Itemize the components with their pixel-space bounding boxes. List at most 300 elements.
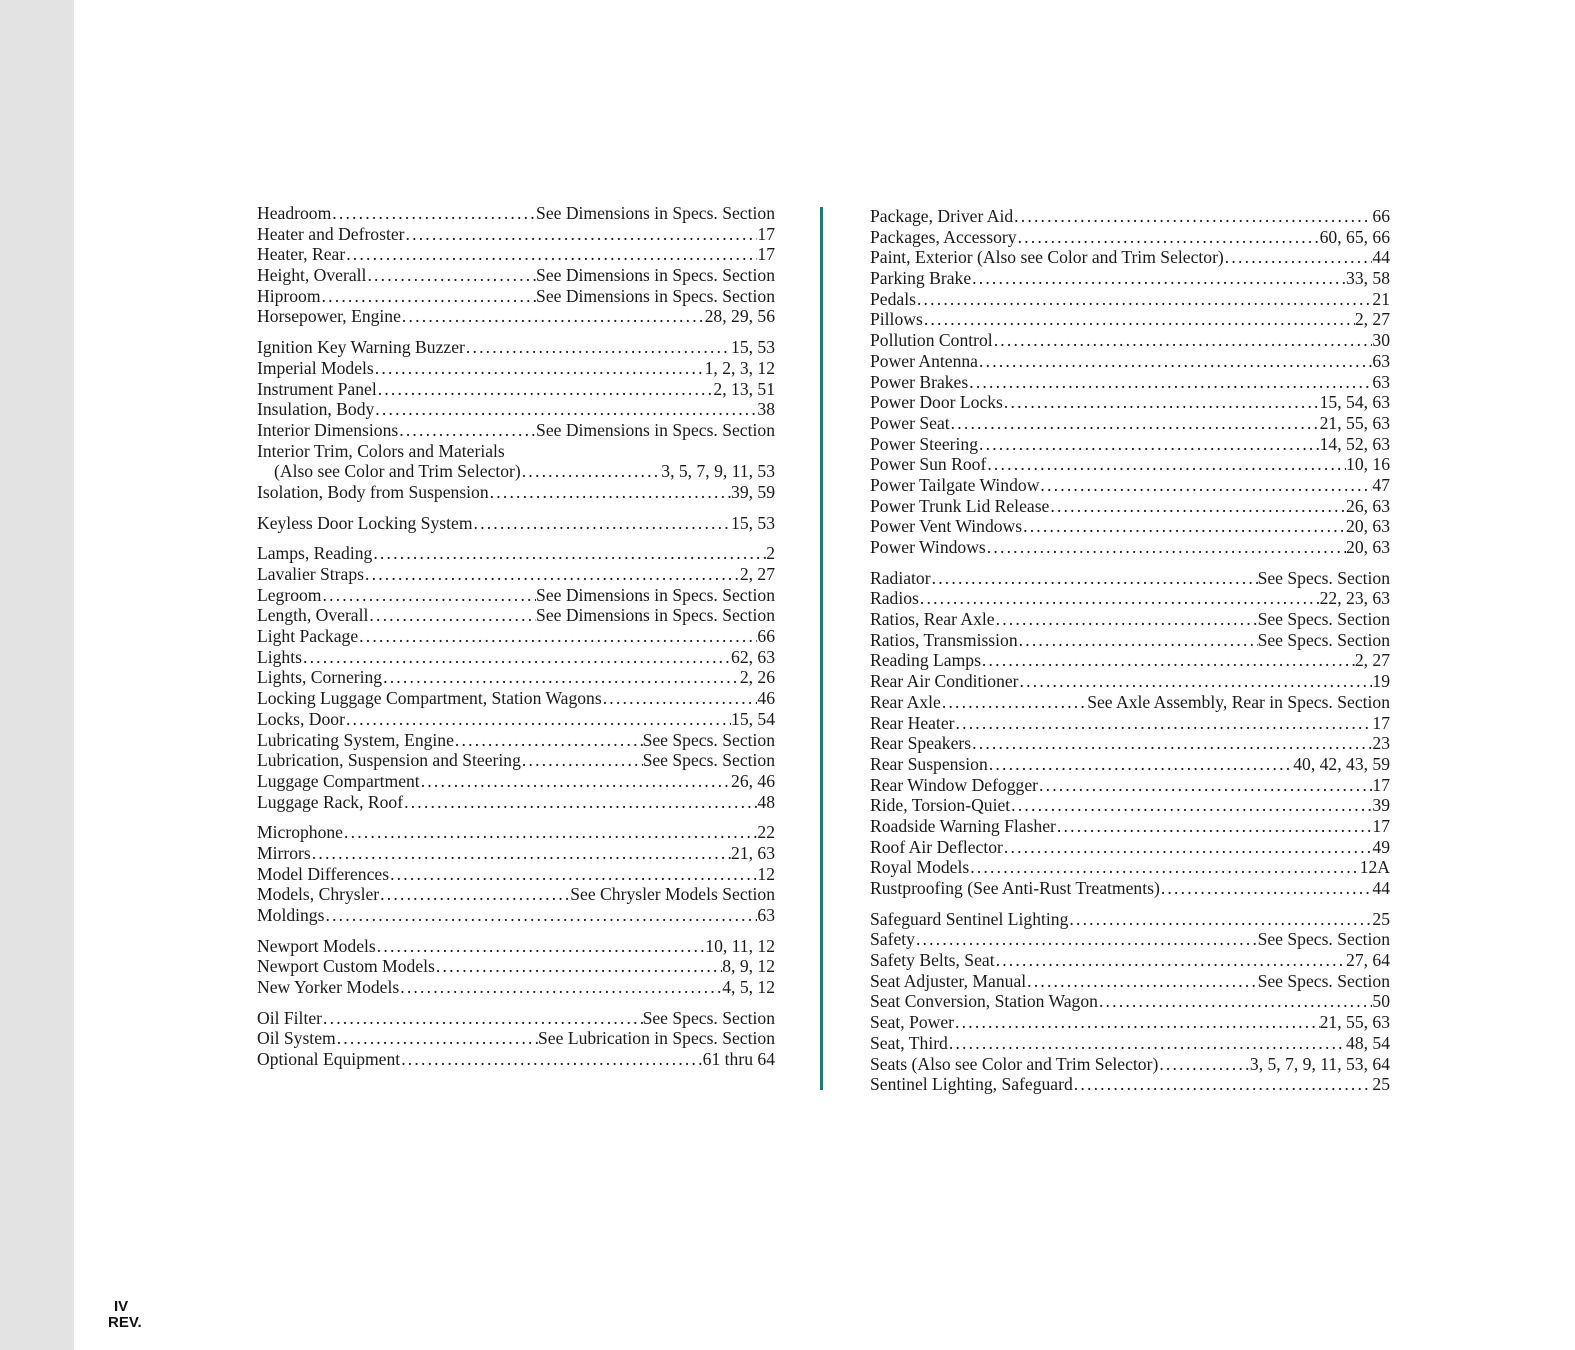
index-group — [257, 203, 775, 327]
dot-leader — [1073, 1074, 1373, 1095]
index-entry — [870, 454, 1390, 475]
index-page-ref: See Specs. Section — [642, 1007, 775, 1028]
dot-leader — [1019, 671, 1373, 692]
dot-leader — [1010, 795, 1372, 816]
dot-leader — [1098, 991, 1372, 1012]
index-entry — [257, 1049, 775, 1070]
dot-leader — [399, 977, 722, 998]
index-entry — [257, 956, 775, 977]
dot-leader — [602, 688, 758, 709]
index-page-ref: 17 — [1372, 815, 1390, 836]
dot-leader — [376, 936, 706, 957]
index-term: Radiator — [870, 567, 931, 588]
index-entry — [870, 309, 1390, 330]
index-page-ref: 26, 63 — [1346, 495, 1390, 516]
index-entry — [257, 306, 775, 327]
index-term: Power Door Locks — [870, 392, 1003, 413]
revision-mark: REV. — [108, 1314, 142, 1331]
index-term: Insulation, Body — [257, 399, 375, 420]
index-term: New Yorker Models — [257, 977, 400, 998]
index-page-ref: 17 — [1372, 774, 1390, 795]
index-page-ref: 63 — [757, 905, 775, 925]
index-term: Heater and Defroster — [257, 223, 405, 244]
index-entry — [870, 692, 1390, 713]
index-term: Length, Overall — [257, 605, 369, 626]
page-margin-strip — [0, 0, 74, 1350]
dot-leader — [521, 461, 662, 482]
index-entry — [870, 795, 1390, 816]
index-term: Lights — [257, 646, 302, 667]
index-term: Keyless Door Locking System — [257, 512, 473, 533]
index-term: Interior Trim, Colors and Materials — [257, 440, 505, 461]
index-page-ref: See Dimensions in Specs. Section — [536, 419, 775, 440]
index-term: Height, Overall — [257, 265, 367, 286]
index-entry — [257, 647, 775, 668]
index-term: Ignition Key Warning Buzzer — [257, 337, 465, 358]
page-number: IV — [114, 1298, 129, 1315]
index-term: Rear Window Defogger — [870, 774, 1039, 795]
index-entry — [870, 434, 1390, 455]
dot-leader — [931, 568, 1258, 589]
index-page-ref: 44 — [1372, 878, 1390, 898]
index-term: Seat, Third — [870, 1032, 948, 1053]
dot-leader — [1038, 775, 1372, 796]
index-term: Power Windows — [870, 537, 986, 557]
index-entry — [870, 909, 1390, 930]
dot-leader — [971, 733, 1372, 754]
index-entry — [870, 496, 1390, 517]
index-page-ref: 17 — [757, 223, 775, 244]
dot-leader — [345, 709, 731, 730]
index-page-ref: 38 — [757, 399, 775, 420]
index-entry — [870, 588, 1390, 609]
index-page-ref: See Dimensions in Specs. Section — [536, 203, 775, 223]
index-entry — [257, 224, 775, 245]
index-page-ref: 21 — [1372, 288, 1390, 309]
index-entry — [257, 864, 775, 885]
index-term: Mirrors — [257, 842, 311, 863]
index-term: Power Trunk Lid Release — [870, 495, 1050, 516]
dot-leader — [950, 413, 1320, 434]
index-page-ref: 15, 53 — [731, 512, 775, 533]
index-term: Seat Conversion, Station Wagon — [870, 991, 1098, 1012]
dot-leader — [978, 434, 1320, 455]
index-page-ref: 25 — [1372, 908, 1390, 929]
index-page-ref: 3, 5, 7, 9, 11, 53, 64 — [1249, 1053, 1390, 1074]
dot-leader — [377, 379, 714, 400]
index-entry — [257, 265, 775, 286]
index-entry — [257, 667, 775, 688]
index-column-left — [257, 203, 775, 1070]
dot-leader — [364, 564, 740, 585]
index-entry — [870, 775, 1390, 796]
index-entry — [257, 203, 775, 224]
index-term: Headroom — [257, 203, 332, 223]
index-page-ref: 4, 5, 12 — [722, 977, 775, 998]
index-entry — [257, 688, 775, 709]
index-page-ref: 63 — [1372, 371, 1390, 392]
dot-leader — [995, 950, 1346, 971]
index-term: Rear Axle — [870, 691, 941, 712]
index-entry — [870, 537, 1390, 558]
index-term: Seat Adjuster, Manual — [870, 970, 1027, 991]
index-term: Moldings — [257, 905, 325, 925]
index-entry — [257, 399, 775, 420]
dot-leader — [995, 609, 1258, 630]
dot-leader — [988, 754, 1293, 775]
dot-leader — [358, 626, 757, 647]
index-entry — [870, 351, 1390, 372]
dot-leader — [400, 1049, 702, 1070]
index-entry — [257, 822, 775, 843]
dot-leader — [345, 244, 757, 265]
index-entry — [870, 950, 1390, 971]
dot-leader — [473, 513, 732, 534]
dot-leader — [322, 585, 537, 606]
dot-leader — [954, 1012, 1320, 1033]
index-page-ref: 26, 46 — [731, 770, 775, 791]
dot-leader — [489, 482, 731, 503]
dot-leader — [1056, 816, 1373, 837]
index-page-ref: 12 — [757, 863, 775, 884]
dot-leader — [986, 454, 1346, 475]
index-term: Rear Speakers — [870, 733, 972, 754]
index-entry — [870, 857, 1390, 878]
index-entry — [257, 244, 775, 265]
index-group — [257, 822, 775, 925]
dot-leader — [1017, 227, 1320, 248]
index-term: Ratios, Transmission — [870, 629, 1018, 650]
index-entry — [257, 420, 775, 441]
index-term: Seat, Power — [870, 1012, 955, 1033]
dot-leader — [454, 730, 643, 751]
index-entry — [870, 247, 1390, 268]
index-entry — [870, 413, 1390, 434]
index-page-ref: 40, 42, 43, 59 — [1293, 753, 1390, 774]
dot-leader — [1018, 630, 1258, 651]
index-term: Oil Filter — [257, 1007, 322, 1028]
index-entry — [257, 513, 775, 534]
index-entry — [257, 379, 775, 400]
index-page-ref: 62, 63 — [731, 646, 775, 667]
index-page-ref: 20, 63 — [1346, 537, 1390, 557]
index-term: Model Differences — [257, 863, 390, 884]
dot-leader — [1003, 837, 1373, 858]
index-page-ref: 10, 11, 12 — [705, 935, 775, 956]
index-term: Lamps, Reading — [257, 543, 373, 564]
index-page-ref: 2, 26 — [739, 667, 775, 688]
dot-leader — [978, 351, 1372, 372]
index-page-ref: 20, 63 — [1346, 516, 1390, 537]
index-term: Horsepower, Engine — [257, 306, 401, 327]
index-page-ref: 1, 2, 3, 12 — [704, 357, 775, 378]
index-term: Parking Brake — [870, 268, 972, 289]
index-term: Lavalier Straps — [257, 564, 364, 584]
index-term: Newport Custom Models — [257, 956, 435, 977]
index-page-ref: 48 — [757, 791, 775, 812]
dot-leader — [948, 1033, 1346, 1054]
index-term: Power Steering — [870, 433, 978, 454]
index-term: Rear Air Conditioner — [870, 671, 1019, 692]
index-term: Rear Suspension — [870, 753, 988, 774]
dot-leader — [372, 543, 766, 564]
index-entry — [257, 843, 775, 864]
index-term: (Also see Color and Trim Selector) — [274, 461, 521, 482]
index-entry — [257, 771, 775, 792]
index-term: Locks, Door — [257, 708, 345, 729]
dot-leader — [401, 306, 705, 327]
index-page-ref: 8, 9, 12 — [722, 956, 775, 977]
index-page-ref: 2, 27 — [1354, 650, 1390, 671]
index-page-ref: 61 thru 64 — [702, 1049, 775, 1070]
index-entry — [870, 1012, 1390, 1033]
index-page-ref: 19 — [1372, 671, 1390, 692]
index-term: Rustproofing (See Anti-Rust Treatments) — [870, 878, 1160, 898]
dot-leader — [971, 268, 1346, 289]
dot-leader — [405, 224, 758, 245]
index-entry — [870, 713, 1390, 734]
index-page-ref: See Specs. Section — [642, 729, 775, 750]
index-page-ref: 2, 27 — [739, 564, 775, 584]
index-entry — [870, 206, 1390, 227]
index-entry — [870, 671, 1390, 692]
dot-leader — [993, 330, 1373, 351]
dot-leader — [379, 884, 570, 905]
index-page-ref: 33, 58 — [1346, 268, 1390, 289]
index-term: Newport Models — [257, 935, 376, 956]
index-page-ref: See Specs. Section — [642, 750, 775, 771]
index-entry — [870, 837, 1390, 858]
index-group — [257, 936, 775, 998]
dot-leader — [1158, 1054, 1250, 1075]
index-page-ref: 30 — [1372, 330, 1390, 351]
dot-leader — [1022, 516, 1346, 537]
index-entry — [257, 1008, 775, 1029]
index-term: Power Antenna — [870, 350, 978, 371]
index-page-ref: See Specs. Section — [1257, 929, 1390, 950]
index-term: Safety — [870, 929, 915, 950]
index-term: Lubricating System, Engine — [257, 729, 454, 750]
index-term: Sentinel Lighting, Safeguard — [870, 1074, 1073, 1095]
index-page-ref: See Dimensions in Specs. Section — [536, 285, 775, 306]
dot-leader — [1013, 206, 1372, 227]
dot-leader — [311, 843, 731, 864]
index-entry — [257, 750, 775, 771]
dot-leader — [343, 822, 757, 843]
index-term: Reading Lamps — [870, 650, 981, 671]
dot-leader — [981, 650, 1355, 671]
index-entry — [870, 392, 1390, 413]
index-term: Interior Dimensions — [257, 419, 399, 440]
index-page-ref: See Lubrication in Specs. Section — [538, 1028, 775, 1049]
index-term: Power Sun Roof — [870, 454, 987, 475]
dot-leader — [986, 537, 1346, 558]
dot-leader — [368, 605, 536, 626]
index-entry — [870, 630, 1390, 651]
index-entry — [870, 289, 1390, 310]
index-page-ref: 66 — [757, 626, 775, 647]
index-term: Pillows — [870, 309, 923, 330]
index-page-ref: See Specs. Section — [1257, 629, 1390, 650]
index-entry — [257, 977, 775, 998]
index-term: Hiproom — [257, 285, 321, 306]
index-page-ref: See Chrysler Models Section — [570, 884, 775, 905]
index-entry — [870, 1054, 1390, 1075]
index-entry — [257, 543, 775, 564]
index-entry — [257, 358, 775, 379]
index-page-ref: See Specs. Section — [1257, 970, 1390, 991]
index-page-ref: 10, 16 — [1346, 454, 1390, 475]
index-page-ref: 63 — [1372, 350, 1390, 371]
index-page-ref: 14, 52, 63 — [1319, 433, 1390, 454]
index-term: Pollution Control — [870, 330, 993, 351]
index-page-ref: 2 — [766, 543, 775, 564]
index-entry — [870, 754, 1390, 775]
dot-leader — [389, 864, 757, 885]
index-page-ref: 66 — [1372, 206, 1390, 226]
dot-leader — [923, 309, 1355, 330]
index-entry — [870, 1074, 1390, 1095]
dot-leader — [398, 420, 536, 441]
dot-leader — [1026, 971, 1257, 992]
index-entry — [870, 971, 1390, 992]
dot-leader — [1003, 392, 1320, 413]
index-page-ref: 12A — [1359, 857, 1390, 878]
index-entry — [870, 568, 1390, 589]
index-term: Rear Heater — [870, 712, 955, 733]
index-term: Roof Air Deflector — [870, 836, 1003, 857]
index-page-ref: See Axle Assembly, Rear in Specs. Section — [1087, 691, 1390, 712]
dot-leader — [403, 792, 757, 813]
index-page-ref: 21, 63 — [731, 842, 775, 863]
index-page-ref: 48, 54 — [1346, 1032, 1390, 1053]
index-page-ref: 15, 54, 63 — [1319, 392, 1390, 413]
dot-leader — [916, 289, 1372, 310]
index-term: Pedals — [870, 288, 916, 309]
index-entry — [257, 936, 775, 957]
dot-leader — [919, 588, 1320, 609]
index-entry — [257, 605, 775, 626]
index-page-ref: 47 — [1372, 474, 1390, 495]
index-page-ref: See Dimensions in Specs. Section — [536, 605, 775, 626]
index-term: Package, Driver Aid — [870, 206, 1014, 226]
index-term: Lights, Cornering — [257, 667, 383, 688]
index-page-ref: 17 — [1372, 712, 1390, 733]
dot-leader — [955, 713, 1373, 734]
index-entry — [257, 730, 775, 751]
dot-leader — [915, 929, 1258, 950]
dot-leader — [969, 857, 1359, 878]
index-term: Models, Chrysler — [257, 884, 380, 905]
index-entry — [257, 482, 775, 503]
dot-leader — [941, 692, 1087, 713]
index-page-ref: 50 — [1372, 991, 1390, 1012]
index-entry — [870, 929, 1390, 950]
index-entry — [257, 792, 775, 813]
index-column-right — [870, 206, 1390, 1095]
index-page-ref: 2, 13, 51 — [713, 378, 775, 399]
dot-leader — [322, 1008, 643, 1029]
column-divider — [820, 207, 823, 1090]
index-term: Seats (Also see Color and Trim Selector) — [870, 1053, 1159, 1074]
index-entry — [257, 441, 775, 462]
dot-leader — [1039, 475, 1372, 496]
dot-leader — [420, 771, 731, 792]
dot-leader — [321, 286, 537, 307]
dot-leader — [1049, 496, 1346, 517]
index-term: Radios — [870, 588, 919, 609]
dot-leader — [374, 399, 757, 420]
index-term: Heater, Rear — [257, 244, 346, 265]
page-folio — [108, 1299, 142, 1331]
index-term: Power Vent Windows — [870, 516, 1023, 537]
index-page-ref: 27, 64 — [1346, 950, 1390, 971]
index-term: Safeguard Sentinel Lighting — [870, 908, 1069, 929]
index-term: Power Tailgate Window — [870, 474, 1040, 495]
index-term: Safety Belts, Seat — [870, 950, 995, 971]
index-entry — [870, 650, 1390, 671]
index-term: Roadside Warning Flasher — [870, 815, 1056, 836]
index-page-ref: 25 — [1372, 1074, 1390, 1095]
dot-leader — [336, 1028, 538, 1049]
index-group — [257, 543, 775, 812]
index-entry — [257, 626, 775, 647]
index-term: Luggage Compartment — [257, 770, 420, 791]
index-entry — [870, 330, 1390, 351]
index-entry — [257, 337, 775, 358]
index-term: Oil System — [257, 1028, 336, 1049]
dot-leader — [324, 905, 757, 926]
index-entry — [257, 884, 775, 905]
dot-leader — [435, 956, 722, 977]
index-term: Packages, Accessory — [870, 226, 1017, 247]
dot-leader — [302, 647, 731, 668]
index-page-ref: 22, 23, 63 — [1319, 588, 1390, 609]
index-page-ref: See Dimensions in Specs. Section — [536, 584, 775, 605]
index-page-ref: 46 — [757, 688, 775, 709]
index-entry — [870, 816, 1390, 837]
dot-leader — [374, 358, 705, 379]
index-page-ref: 15, 54 — [731, 708, 775, 729]
index-term: Power Brakes — [870, 371, 969, 392]
index-page-ref: 21, 55, 63 — [1319, 1012, 1390, 1033]
index-term: Optional Equipment — [257, 1049, 401, 1070]
index-group — [257, 1008, 775, 1070]
index-entry — [870, 609, 1390, 630]
index-group — [257, 337, 775, 503]
index-entry — [870, 475, 1390, 496]
index-page-ref: 28, 29, 56 — [704, 306, 775, 327]
index-term: Imperial Models — [257, 357, 374, 378]
dot-leader — [465, 337, 731, 358]
index-group — [257, 513, 775, 534]
index-term: Power Seat — [870, 412, 950, 433]
index-entry — [257, 286, 775, 307]
index-page-ref: 15, 53 — [731, 337, 775, 358]
dot-leader — [366, 265, 536, 286]
index-entry — [257, 709, 775, 730]
index-entry — [257, 585, 775, 606]
index-term: Isolation, Body from Suspension — [257, 481, 489, 502]
index-entry — [257, 461, 775, 482]
dot-leader — [331, 203, 536, 224]
dot-leader — [1068, 909, 1372, 930]
index-entry — [257, 564, 775, 585]
index-term: Microphone — [257, 822, 343, 843]
index-entry — [870, 991, 1390, 1012]
index-entry — [870, 268, 1390, 289]
index-term: Light Package — [257, 626, 359, 647]
